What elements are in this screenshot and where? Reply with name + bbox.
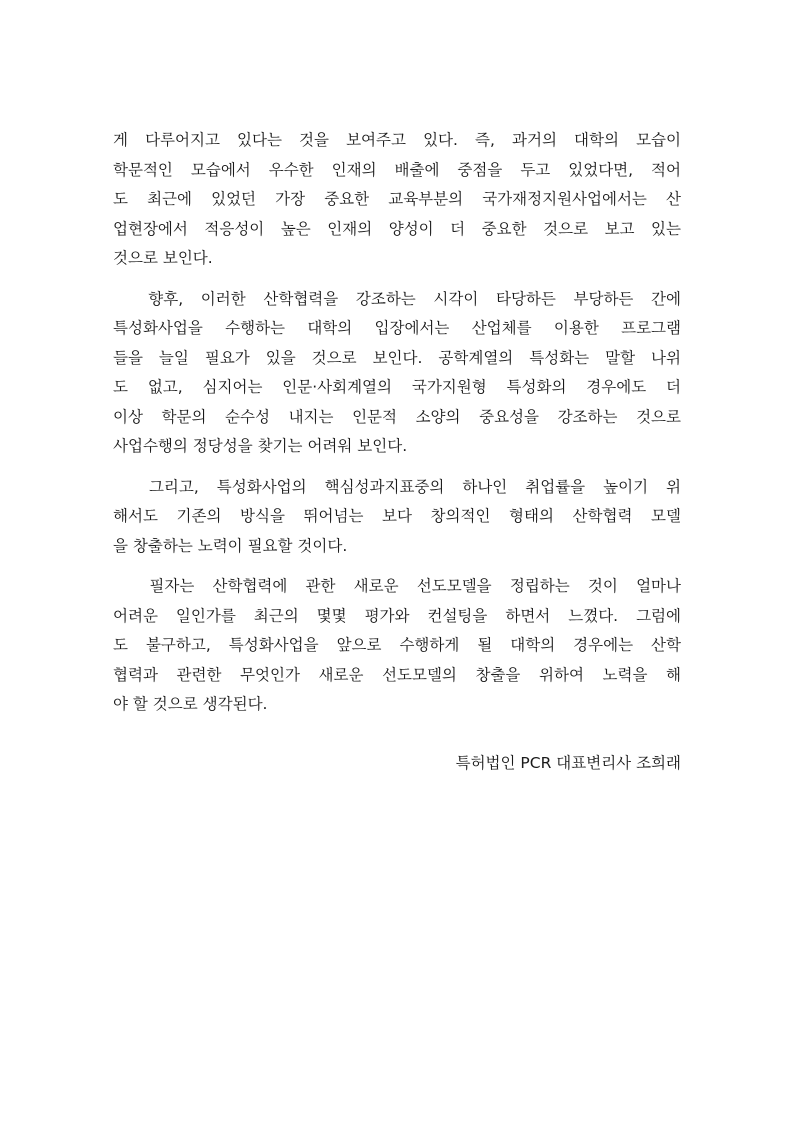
text-line: 을 창출하는 노력이 필요할 것이다. (113, 536, 348, 555)
text-line: 들을 늘일 필요가 있을 것으로 보인다. 공학계열의 특성화는 말할 나위 (113, 348, 681, 367)
paragraph-2 (113, 285, 681, 462)
text-line: 이상 학문의 순수성 내지는 인문적 소양의 중요성을 강조하는 것으로 (113, 407, 681, 426)
text-line: 해서도 기존의 방식을 뛰어넘는 보다 창의적인 형태의 산학협력 모델 (113, 507, 681, 525)
body-text (113, 126, 681, 731)
text-line: 어려운 일인가를 최근의 몇몇 평가와 컨설팅을 하면서 느꼈다. 그럼에 (113, 606, 681, 625)
paragraph-1 (113, 126, 681, 274)
text-line: 야 할 것으로 생각된다. (113, 695, 268, 713)
text-line: 도 최근에 있었던 가장 중요한 교육부분의 국가재정지원사업에서는 산 (113, 190, 681, 208)
text-line: 협력과 관련한 무엇인가 새로운 선도모델의 창출을 위하여 노력을 해 (113, 665, 681, 684)
author-signature: 특허법인 PCR 대표변리사 조희래 (455, 754, 681, 772)
text-line: 도 불구하고, 특성화사업을 앞으로 수행하게 될 대학의 경우에는 산학 (113, 636, 681, 654)
text-line: 그리고, 특성화사업의 핵심성과지표중의 하나인 취업률을 높이기 위 (113, 477, 681, 496)
text-line: 향후, 이러한 산학협력을 강조하는 시각이 타당하든 부당하든 간에 (113, 289, 681, 308)
text-line: 것으로 보인다. (113, 249, 213, 267)
text-line: 도 없고, 심지어는 인문·사회계열의 국가지원형 특성화의 경우에도 더 (113, 378, 681, 396)
text-line: 업현장에서 적응성이 높은 인재의 양성이 더 중요한 것으로 보고 있는 (113, 219, 681, 238)
text-line: 학문적인 모습에서 우수한 인재의 배출에 중점을 두고 있었다면, 적어 (113, 160, 681, 179)
text-line: 특성화사업을 수행하는 대학의 입장에서는 산업체를 이용한 프로그램 (113, 319, 681, 337)
paragraph-3 (113, 473, 681, 562)
text-line: 사업수행의 정당성을 찾기는 어려워 보인다. (113, 437, 408, 455)
text-line: 게 다루어지고 있다는 것을 보여주고 있다. 즉, 과거의 대학의 모습이 (113, 131, 681, 149)
paragraph-4 (113, 572, 681, 720)
text-line: 필자는 산학협력에 관한 새로운 선도모델을 정립하는 것이 얼마나 (113, 577, 681, 595)
